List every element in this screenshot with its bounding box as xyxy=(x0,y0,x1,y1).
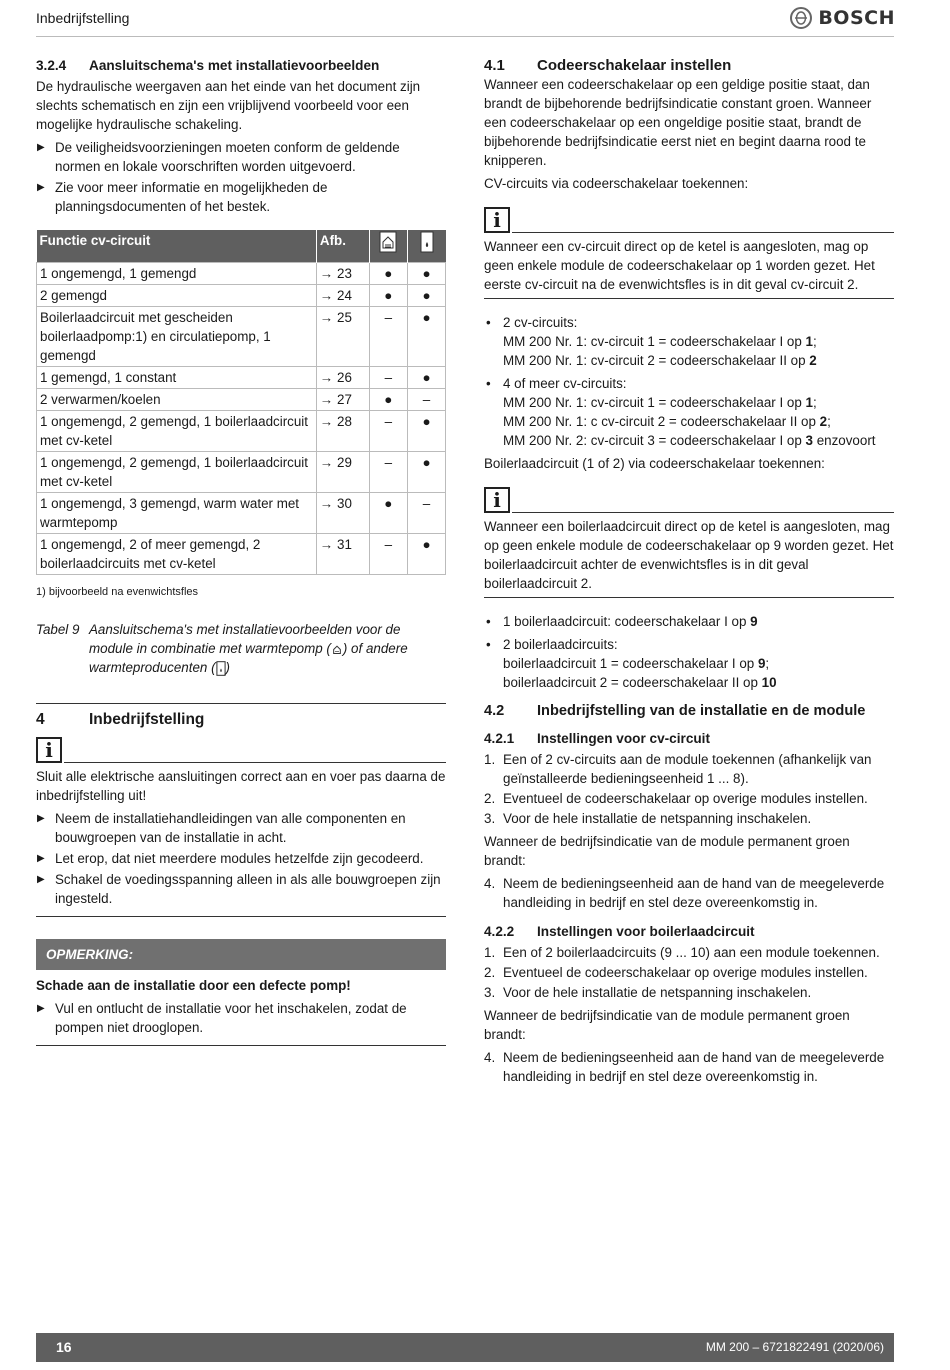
brand-logo xyxy=(790,7,895,29)
info-icon: i xyxy=(484,487,510,513)
list-item: ▶ Schakel de voedingsspanning alleen in als alle bouwgroepen zijn ingesteld. xyxy=(36,870,446,908)
cell-ref: → 25 xyxy=(316,307,369,367)
table-row xyxy=(37,493,446,534)
list-item: 2. Eventueel de codeerschakelaar op overige modules instellen. xyxy=(484,965,868,980)
list-item: 4. Neem de bedieningseenheid aan de hand van de meegeleverde handleiding in bedrijf en stel deze overeenkomstig in. xyxy=(484,876,885,910)
list-item: 3. Voor de hele installatie de netspanning inschakelen. xyxy=(484,985,812,1000)
table-row xyxy=(37,367,446,389)
document-id: MM 200 – 6721822491 (2020/06) xyxy=(705,1340,884,1354)
info-notice xyxy=(484,487,894,513)
list-item: 3. Voor de hele installatie de netspanning inschakelen. xyxy=(484,811,812,826)
table-row xyxy=(37,307,446,367)
paragraph: Wanneer de bedrijfsindicatie van de module permanent groen brandt: xyxy=(484,834,850,868)
cell-ref: → 30 xyxy=(316,493,369,534)
info-notice xyxy=(36,737,446,763)
steps-list xyxy=(484,943,894,1002)
cell-other-producer: ● xyxy=(408,307,446,367)
list-item: • 2 cv-circuits: MM 200 Nr. 1: cv-circuit 1 = codeerschakelaar I op 1; MM 200 Nr. 1: cv-circuit 2 = codeerschakelaar II op 2 xyxy=(484,313,894,370)
list-item: 4. Neem de bedieningseenheid aan de hand van de meegeleverde handleiding in bedrijf en stel deze overeenkomstig in. xyxy=(484,1050,885,1084)
cell-ref: → 27 xyxy=(316,389,369,411)
list-item: • 4 of meer cv-circuits: MM 200 Nr. 1: cv-circuit 1 = codeerschakelaar I op 1; MM 200 Nr. 1: c cv-circuit 2 = codeerschakelaar II op 2; MM 200 Nr. 2: cv-circuit 3 = codeerschakelaar I op 3 enzovoort xyxy=(484,374,894,450)
table-row xyxy=(37,389,446,411)
cell-function: 1 ongemengd, 2 gemengd, 1 boilerlaadcircuit met cv-ketel xyxy=(37,411,317,452)
cell-other-producer: ● xyxy=(408,534,446,575)
cell-function: Boilerlaadcircuit met gescheiden boilerlaadpomp:1) en circulatiepomp, 1 gemengd xyxy=(37,307,317,367)
list-item: 1. Een of 2 boilerlaadcircuits (9 ... 10) aan een module toekennen. xyxy=(484,945,880,960)
cell-ref: → 29 xyxy=(316,452,369,493)
section-heading-4: 4 Inbedrijfstelling xyxy=(36,711,205,728)
warning-title: Schade aan de installatie door een defecte pomp! xyxy=(36,978,351,993)
paragraph: Wanneer een codeerschakelaar op een geldige positie staat, dan brandt de bijbehorende bedrijfsindicatie constant groen. Wanneer een codeerschakelaar op een ongeldige positie staat, brandt de bijbehorende bedrijfsindicatie eerst niet en begint daarna rood te knipperen. xyxy=(484,77,872,168)
cell-ref: → 24 xyxy=(316,285,369,307)
steps-list xyxy=(484,750,894,828)
cv-circuit-list xyxy=(484,313,894,450)
table-row xyxy=(37,534,446,575)
cell-function: 2 gemengd xyxy=(37,285,317,307)
cell-other-producer: ● xyxy=(408,263,446,285)
list-item: ▶ Zie voor meer informatie en mogelijkheden de planningsdocumenten of het bestek. xyxy=(36,178,446,216)
instruction-list xyxy=(36,138,446,216)
page-footer xyxy=(36,1333,894,1362)
list-item: • 2 boilerlaadcircuits: boilerlaadcircuit 1 = codeerschakelaar I op 9; boilerlaadcircuit 2 = codeerschakelaar II op 10 xyxy=(484,635,894,692)
table-caption: Tabel 9 Aansluitschema's met installatievoorbeelden voor de module in combinatie met warmtepomp ( ) of andere warmteproducenten ( ) xyxy=(36,622,408,675)
col-header-function: Functie cv-circuit xyxy=(37,230,317,263)
cell-heatpump: – xyxy=(369,534,407,575)
cell-function: 1 ongemengd, 2 gemengd, 1 boilerlaadcircuit met cv-ketel xyxy=(37,452,317,493)
section-4 xyxy=(36,703,446,1046)
cell-other-producer: ● xyxy=(408,452,446,493)
cell-function: 1 ongemengd, 2 of meer gemengd, 2 boilerlaadcircuits met cv-ketel xyxy=(37,534,317,575)
boiler-circuit-list xyxy=(484,612,894,692)
left-column xyxy=(36,56,446,1046)
list-item: ▶ Let erop, dat niet meerdere modules hetzelfde zijn gecodeerd. xyxy=(36,849,446,868)
info-notice xyxy=(484,207,894,233)
boiler-icon xyxy=(216,661,226,676)
steps-list xyxy=(484,1048,894,1086)
info-text: Wanneer een boilerlaadcircuit direct op de ketel is aangesloten, mag op geen enkele module de codeerschakelaar op 9 worden gezet. Het boilerlaadcircuit achter de evenwichtsfles is in dit geval boilerlaadcircuit 2. xyxy=(484,517,894,598)
steps-list xyxy=(484,874,894,912)
cell-other-producer: ● xyxy=(408,411,446,452)
cell-ref: → 31 xyxy=(316,534,369,575)
installation-examples-table xyxy=(36,230,446,575)
boiler-icon xyxy=(420,231,434,253)
right-column xyxy=(484,56,894,1090)
cell-ref: → 23 xyxy=(316,263,369,285)
brand-name: BOSCH xyxy=(818,6,895,29)
table-row xyxy=(37,452,446,493)
cell-ref: → 26 xyxy=(316,367,369,389)
cell-other-producer: – xyxy=(408,493,446,534)
cell-function: 1 ongemengd, 1 gemengd xyxy=(37,263,317,285)
info-text: Sluit alle elektrische aansluitingen correct aan en voer pas daarna de inbedrijfstelling uit! xyxy=(36,769,446,803)
warning-label: OPMERKING: xyxy=(36,939,446,970)
cell-function: 2 verwarmen/koelen xyxy=(37,389,317,411)
col-header-heatpump xyxy=(369,230,407,263)
list-item: ▶ De veiligheidsvoorzieningen moeten conform de geldende normen en lokale voorschriften worden uitgevoerd. xyxy=(36,138,446,176)
list-item: ▶ Neem de installatiehandleidingen van alle componenten en bouwgroepen van de installatie in acht. xyxy=(36,809,446,847)
cell-heatpump: ● xyxy=(369,285,407,307)
info-icon: i xyxy=(484,207,510,233)
cell-other-producer: ● xyxy=(408,367,446,389)
cell-other-producer: ● xyxy=(408,285,446,307)
instruction-list xyxy=(36,809,446,908)
section-heading-4-2-1: 4.2.1 Instellingen voor cv-circuit xyxy=(484,731,710,746)
cell-other-producer: – xyxy=(408,389,446,411)
list-item: ▶ Vul en ontlucht de installatie voor het inschakelen, zodat de pompen niet drooglopen. xyxy=(36,999,446,1037)
paragraph: Wanneer de bedrijfsindicatie van de module permanent groen brandt: xyxy=(484,1008,850,1042)
col-header-ref: Afb. xyxy=(316,230,369,263)
table-row xyxy=(37,285,446,307)
bosch-armature-icon xyxy=(790,7,812,29)
list-item: 2. Eventueel de codeerschakelaar op overige modules instellen. xyxy=(484,791,868,806)
paragraph: Boilerlaadcircuit (1 of 2) via codeerschakelaar toekennen: xyxy=(484,456,825,471)
cell-heatpump: – xyxy=(369,307,407,367)
page-number: 16 xyxy=(56,1339,72,1355)
info-icon: i xyxy=(36,737,62,763)
section-heading-3-2-4: 3.2.4 Aansluitschema's met installatievoorbeelden xyxy=(36,58,380,73)
cell-heatpump: ● xyxy=(369,493,407,534)
section-intro: De hydraulische weergaven aan het einde van het document zijn slechts schematisch en zijn een vrijblijvend voorbeeld voor een mogelijke hydraulische schakeling. xyxy=(36,79,421,132)
cell-heatpump: ● xyxy=(369,263,407,285)
section-heading-4-1: 4.1 Codeerschakelaar instellen xyxy=(484,57,732,74)
table-row xyxy=(37,263,446,285)
cell-function: 1 ongemengd, 3 gemengd, warm water met warmtepomp xyxy=(37,493,317,534)
section-heading-4-2: 4.2 Inbedrijfstelling van de installatie en de module xyxy=(484,703,866,719)
cell-heatpump: ● xyxy=(369,389,407,411)
info-text: Wanneer een cv-circuit direct op de ketel is aangesloten, mag op geen enkele module de codeerschakelaar op 1 worden gezet. Het eerste cv-circuit na de evenwichtsfles is in dit geval cv-circuit 2. xyxy=(484,237,894,299)
cell-heatpump: – xyxy=(369,367,407,389)
cell-heatpump: – xyxy=(369,411,407,452)
cell-ref: → 28 xyxy=(316,411,369,452)
heat-pump-icon xyxy=(379,231,397,253)
list-item: • 1 boilerlaadcircuit: codeerschakelaar I op 9 xyxy=(484,612,894,631)
paragraph: CV-circuits via codeerschakelaar toekennen: xyxy=(484,176,749,191)
table-footnote: 1) bijvoorbeeld na evenwichtsfles xyxy=(36,586,199,598)
list-item: 1. Een of 2 cv-circuits aan de module toekennen (afhankelijk van geïnstalleerde bedieningseenheid 1 ... 8). xyxy=(484,752,872,786)
heat-pump-icon xyxy=(331,642,343,657)
table-row xyxy=(37,411,446,452)
header-rule xyxy=(36,36,894,37)
running-header: Inbedrijfstelling xyxy=(36,10,130,26)
cell-function: 1 gemengd, 1 constant xyxy=(37,367,317,389)
section-heading-4-2-2: 4.2.2 Instellingen voor boilerlaadcircuit xyxy=(484,924,755,939)
col-header-boiler xyxy=(408,230,446,263)
warning-list xyxy=(36,999,446,1037)
cell-heatpump: – xyxy=(369,452,407,493)
